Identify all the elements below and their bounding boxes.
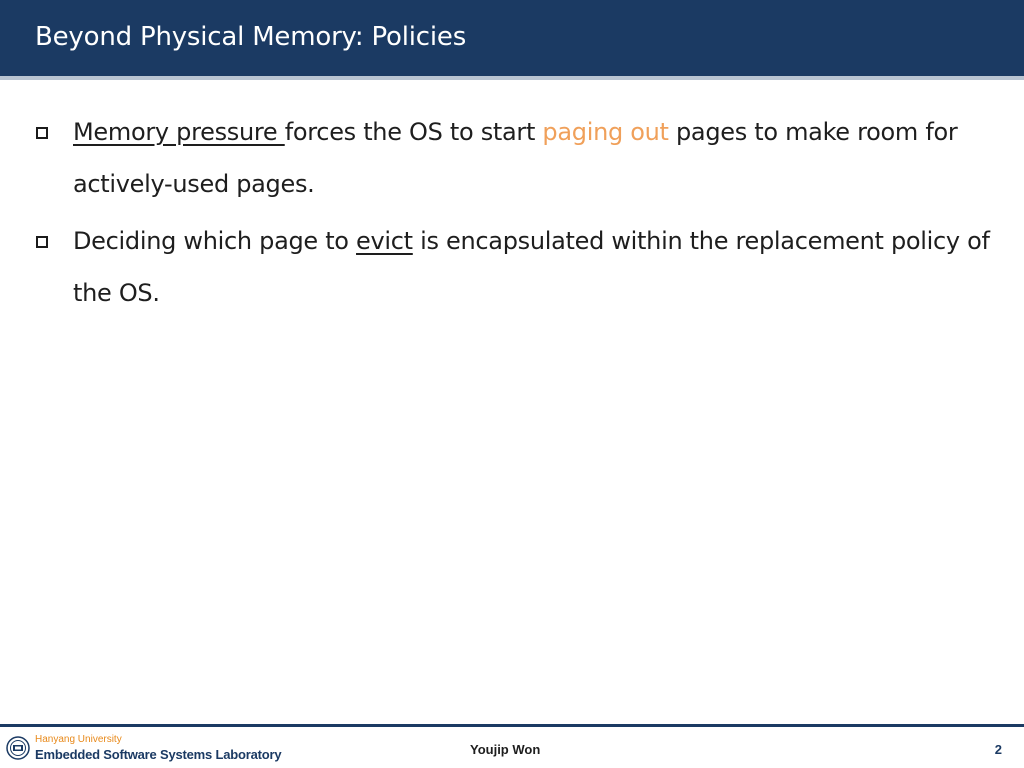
term-evict: evict (356, 227, 413, 255)
bullet-1-text-a: forces the OS to start (284, 118, 543, 146)
term-memory-pressure: Memory pressure (73, 118, 285, 146)
slide-title: Beyond Physical Memory: Policies (35, 22, 467, 52)
bullet-1-text-b: pages to make room for actively-used pages. (73, 118, 958, 198)
bullet-paragraph-1 (73, 106, 1003, 210)
page-number: 2 (994, 742, 1002, 757)
bullet-2-text-a: Deciding which page to (73, 227, 357, 255)
bullet-2-text-b: is encapsulated within the replacement policy of the OS. (73, 227, 990, 307)
slide-footer (0, 724, 1024, 768)
lab-name: Embedded Software Systems Laboratory (35, 747, 282, 762)
author-name: Youjip Won (470, 742, 541, 757)
hanyang-university-seal-icon (6, 736, 30, 760)
hollow-square-bullet-icon (36, 236, 50, 250)
highlight-paging-out: paging out (542, 118, 669, 146)
university-name: Hanyang University (35, 734, 122, 745)
bullet-paragraph-2 (73, 215, 1003, 319)
hollow-square-bullet-icon (36, 127, 50, 141)
